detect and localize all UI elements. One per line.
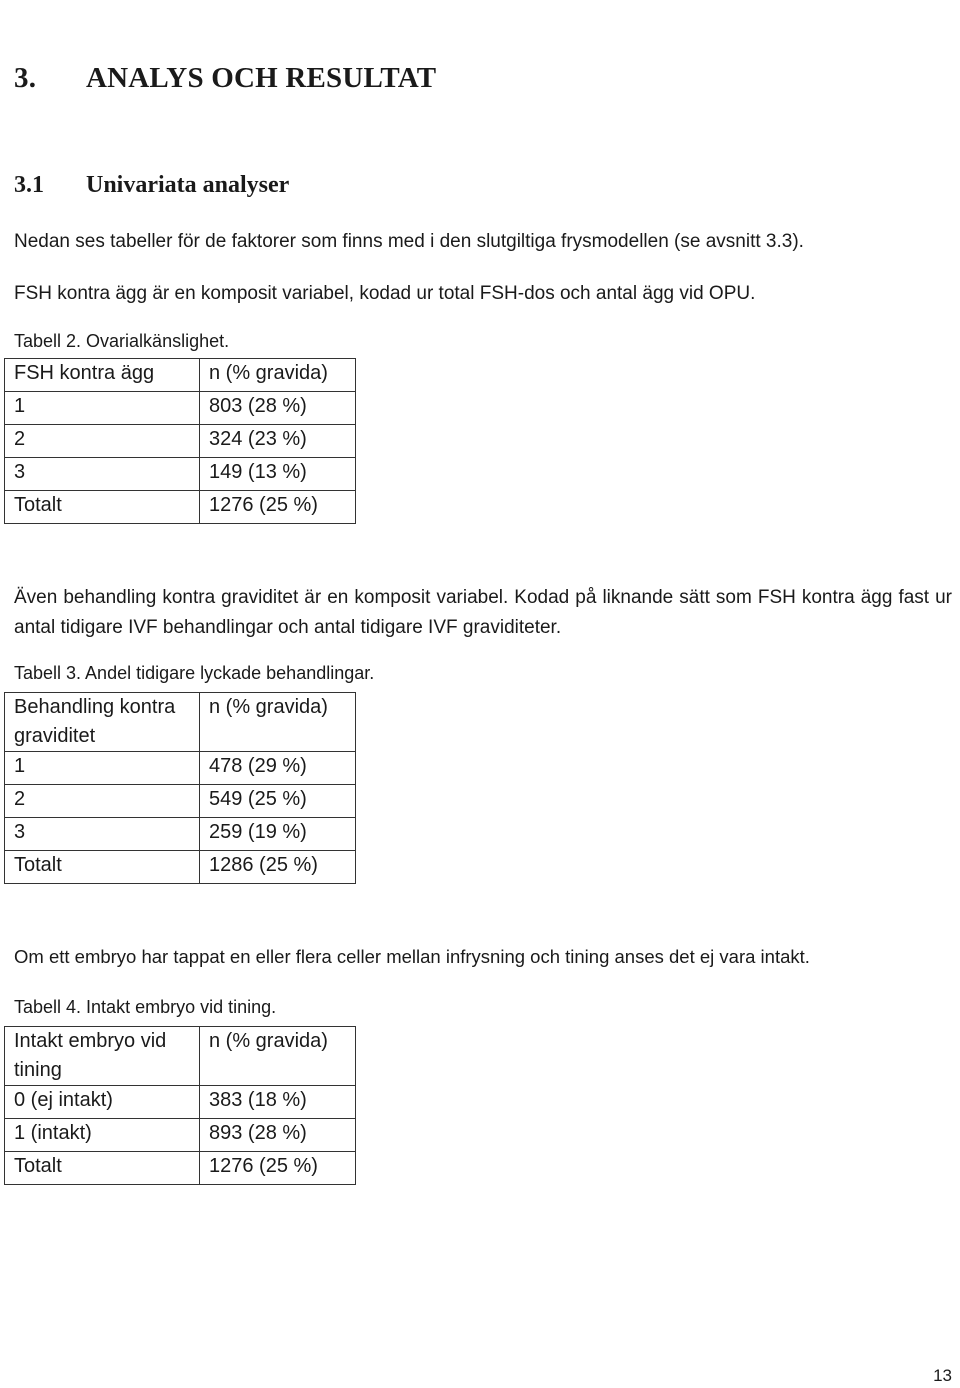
table-row [5, 1119, 356, 1152]
table-cell: 0 (ej intakt) [5, 1086, 200, 1119]
table-header-cell: Intakt embryo vid tining [5, 1027, 200, 1086]
table-cell: 478 (29 %) [200, 752, 356, 785]
table3-caption: Tabell 3. Andel tidigare lyckade behandlingar. [14, 663, 375, 683]
table-header-row [5, 359, 356, 392]
paragraph-intact-embryo: Om ett embryo har tappat en eller flera celler mellan infrysning och tining anses det ej vara intakt. [14, 946, 810, 967]
intro-paragraph-2: FSH kontra ägg är en komposit variabel, kodad ur total FSH-dos och antal ägg vid OPU. [14, 283, 756, 304]
paragraph-treatment-pregnancy: Även behandling kontra graviditet är en komposit variabel. Kodad på liknande sätt som FSH kontra ägg fast ur antal tidigare IVF behandlingar och antal tidigare IVF graviditeter. [14, 587, 952, 638]
table-header-row [5, 1027, 356, 1086]
table4 [4, 1026, 356, 1185]
table-cell: Totalt [5, 851, 200, 884]
table-cell: 1276 (25 %) [200, 491, 356, 524]
table-row [5, 458, 356, 491]
table-cell: 149 (13 %) [200, 458, 356, 491]
table-cell: 1 [5, 392, 200, 425]
table-row [5, 752, 356, 785]
table-row [5, 392, 356, 425]
table-header-cell: n (% gravida) [200, 1027, 356, 1086]
table-row [5, 785, 356, 818]
table-header-row [5, 693, 356, 752]
table-cell: 383 (18 %) [200, 1086, 356, 1119]
section-heading [14, 62, 436, 95]
table-cell: 2 [5, 785, 200, 818]
table-row [5, 818, 356, 851]
table-cell: Totalt [5, 1152, 200, 1185]
table-row [5, 1086, 356, 1119]
table-header-cell: FSH kontra ägg [5, 359, 200, 392]
table-cell: 259 (19 %) [200, 818, 356, 851]
table-cell: 893 (28 %) [200, 1119, 356, 1152]
table-row [5, 491, 356, 524]
subsection-heading [14, 172, 289, 199]
table-cell: 1 (intakt) [5, 1119, 200, 1152]
subsection-title: Univariata analyser [86, 172, 290, 198]
section-title: ANALYS OCH RESULTAT [86, 62, 437, 94]
table-cell: 2 [5, 425, 200, 458]
table2 [4, 358, 356, 524]
intro-paragraph-1: Nedan ses tabeller för de faktorer som finns med i den slutgiltiga frysmodellen (se avsnitt 3.3). [14, 231, 804, 252]
table-cell: 549 (25 %) [200, 785, 356, 818]
table-cell: 1 [5, 752, 200, 785]
table-cell: 1276 (25 %) [200, 1152, 356, 1185]
table-cell: 803 (28 %) [200, 392, 356, 425]
table-row [5, 1152, 356, 1185]
section-number: 3. [14, 62, 37, 94]
table-header-cell: n (% gravida) [200, 693, 356, 752]
subsection-number: 3.1 [14, 172, 44, 198]
table-cell: Totalt [5, 491, 200, 524]
table-row [5, 851, 356, 884]
table-cell: 324 (23 %) [200, 425, 356, 458]
table-cell: 3 [5, 818, 200, 851]
table-cell: 1286 (25 %) [200, 851, 356, 884]
page-number: 13 [933, 1366, 952, 1385]
table-header-cell: n (% gravida) [200, 359, 356, 392]
table-row [5, 425, 356, 458]
table-header-cell: Behandling kontra graviditet [5, 693, 200, 752]
table3 [4, 692, 356, 884]
table-cell: 3 [5, 458, 200, 491]
table4-caption: Tabell 4. Intakt embryo vid tining. [14, 997, 277, 1017]
table2-caption: Tabell 2. Ovarialkänslighet. [14, 331, 230, 351]
